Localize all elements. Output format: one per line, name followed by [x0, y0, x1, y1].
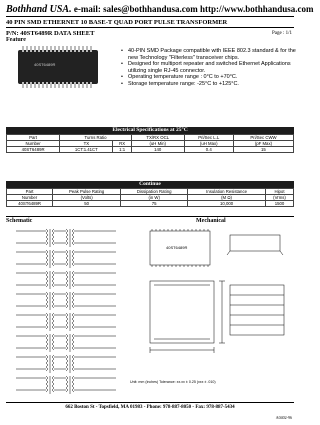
table-cell: 50 — [53, 201, 121, 207]
col-header: Pri/Sec CWW — [233, 135, 293, 141]
col-header: Part — [7, 189, 53, 195]
col-header: Number — [7, 195, 53, 201]
doc-title: 40 PIN SMD ETHERNET 10 BASE-T QUAD PORT PULSE TRANSFORMER — [6, 19, 228, 26]
continue-section — [6, 181, 294, 207]
continue-title: Continue — [6, 181, 294, 188]
col-header: Number — [7, 141, 60, 147]
table-cell: 1:1 — [113, 147, 131, 153]
electrical-spec-section — [6, 127, 294, 153]
part-number: P/N: 40ST6489R DATA SHEET — [6, 30, 95, 37]
col-header: (uH Max) — [184, 141, 233, 147]
footer-rule — [6, 402, 294, 403]
feature-item: • Storage temperature range: -25°C to +125°C. — [120, 81, 298, 88]
brand-name: Bothhand USA. — [6, 4, 72, 15]
schematic-diagram — [6, 225, 126, 400]
feature-heading: Feature — [6, 37, 26, 43]
col-header: Hipot — [266, 189, 294, 195]
col-header: Pri/Sec L.L — [184, 135, 233, 141]
continue-table — [6, 188, 294, 207]
feature-item: • Operating temperature range : 0°C to +70°C. — [120, 74, 298, 81]
col-header: (Volts) — [53, 195, 121, 201]
col-header: (in W) — [121, 195, 188, 201]
col-header: Insulation Resistance — [188, 189, 266, 195]
col-header: RX — [113, 141, 131, 147]
col-header: (pF Max) — [233, 141, 293, 147]
mechanical-drawing — [130, 225, 296, 395]
table-cell: 10,000 — [188, 201, 266, 207]
col-header: Dissipation Rating — [121, 189, 188, 195]
table-cell: 140 — [131, 147, 184, 153]
feature-list — [120, 48, 298, 88]
col-header: Peak Pulse Rating — [53, 189, 121, 195]
feature-item: • 40-PIN SMD Package compatible with IEEE 802.3 standard & for the new Technology "Filterless" transceiver chips. — [120, 48, 298, 61]
table-cell: 1500 — [266, 201, 294, 207]
col-header: Turns Ratio — [60, 135, 132, 141]
title-rule — [6, 27, 294, 28]
col-header: TX/RX OCL — [131, 135, 184, 141]
table-cell: 40ST6489R — [7, 201, 53, 207]
table-cell: 0.4 — [184, 147, 233, 153]
table-cell: 75 — [121, 201, 188, 207]
electrical-spec-title: Electrical Specifications at 25°C — [6, 127, 294, 134]
header-rule — [6, 16, 294, 17]
col-header: Part — [7, 135, 60, 141]
electrical-spec-table — [6, 134, 294, 153]
section-rule — [6, 216, 294, 217]
feature-item: • Designed for multiport repeater and switched Ethernet Applications utilizing single RJ-45 connector. — [120, 61, 298, 74]
page-header — [6, 4, 314, 15]
table-cell: 15 — [233, 147, 293, 153]
col-header: (Vrms) — [266, 195, 294, 201]
col-header: TX — [60, 141, 113, 147]
col-header: (uH Min) — [131, 141, 184, 147]
product-image — [18, 50, 98, 84]
col-header: (M Ω) — [188, 195, 266, 201]
table-cell: 40ST6489R — [7, 147, 60, 153]
page-number: Page : 1/1 — [272, 31, 292, 36]
chip-marking: 40ST6489R — [34, 62, 56, 67]
table-cell: 1CT:1.41CT — [60, 147, 113, 153]
mech-part-label: 40ST6489R — [166, 245, 188, 250]
footer-address: 662 Boston St - Topsfield, MA 01983 - Phone: 978-887-8050 - Fax: 978-887-5434 — [65, 405, 235, 410]
contact-line: e-mail: sales@bothhandusa.com http://www.bothhandusa.com — [71, 4, 314, 14]
schematic-heading: Schematic — [6, 218, 33, 224]
mechanical-heading: Mechanical — [196, 218, 226, 224]
dimension-note: Unit: mm (inches) Tolerance: xx.xx ± 0.25 (xxx ± .010) — [130, 380, 216, 384]
document-code: A0402-96 — [275, 415, 292, 420]
